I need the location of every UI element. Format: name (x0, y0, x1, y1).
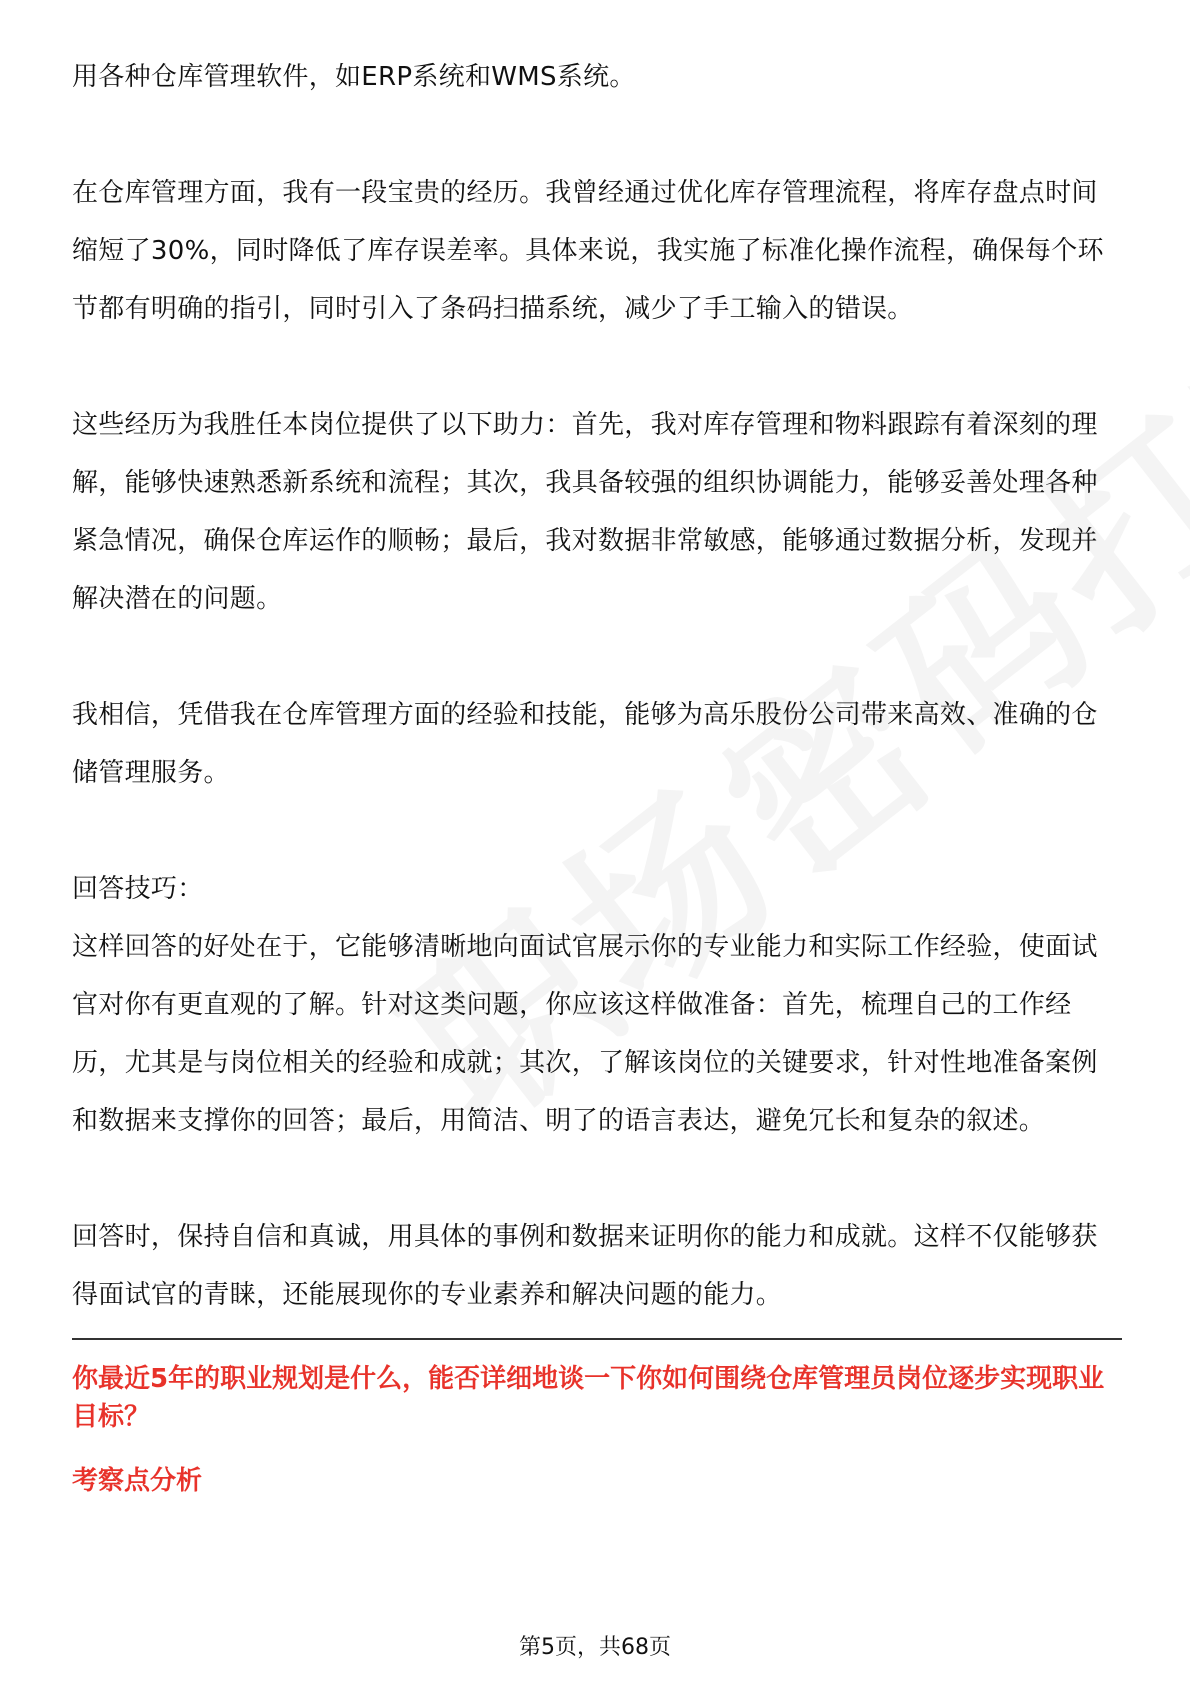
document-body (72, 48, 1122, 1500)
paragraph-tips: 这样回答的好处在于，它能够清晰地向面试官展示你的专业能力和实际工作经验，使面试官对你有更直观的了解。针对这类问题，你应该这样做准备：首先，梳理自己的工作经历，尤其是与岗位相关的经验和成就；其次，了解该岗位的关键要求，针对性地准备案例和数据来支撑你的回答；最后，用简洁、明了的语言表达，避免冗长和复杂的叙述。 (72, 932, 1098, 1136)
paragraph-software-tools: 用各种仓库管理软件，如ERP系统和WMS系统。 (72, 62, 636, 92)
interview-question: 你最近5年的职业规划是什么，能否详细地谈一下你如何围绕仓库管理员岗位逐步实现职业目标？ (72, 1364, 1105, 1432)
section-divider (72, 1338, 1122, 1340)
page-number: 第5页，共68页 (519, 1635, 671, 1660)
paragraph-conclusion: 我相信，凭借我在仓库管理方面的经验和技能，能够为高乐股份公司带来高效、准确的仓储管理服务。 (72, 700, 1098, 788)
analysis-heading: 考察点分析 (72, 1466, 203, 1496)
paragraph-advantages: 这些经历为我胜任本岗位提供了以下助力：首先，我对库存管理和物料跟踪有着深刻的理解，能够快速熟悉新系统和流程；其次，我具备较强的组织协调能力，能够妥善处理各种紧急情况，确保仓库运作的顺畅；最后，我对数据非常敏感，能够通过数据分析，发现并解决潜在的问题。 (72, 410, 1098, 614)
paragraph-closing-advice: 回答时，保持自信和真诚，用具体的事例和数据来证明你的能力和成就。这样不仅能够获得面试官的青睐，还能展现你的专业素养和解决问题的能力。 (72, 1222, 1098, 1310)
tips-label: 回答技巧： (72, 874, 204, 904)
paragraph-experience: 在仓库管理方面，我有一段宝贵的经历。我曾经通过优化库存管理流程，将库存盘点时间缩短了30%，同时降低了库存误差率。具体来说，我实施了标准化操作流程，确保每个环节都有明确的指引，同时引入了条码扫描系统，减少了手工输入的错误。 (72, 178, 1104, 324)
